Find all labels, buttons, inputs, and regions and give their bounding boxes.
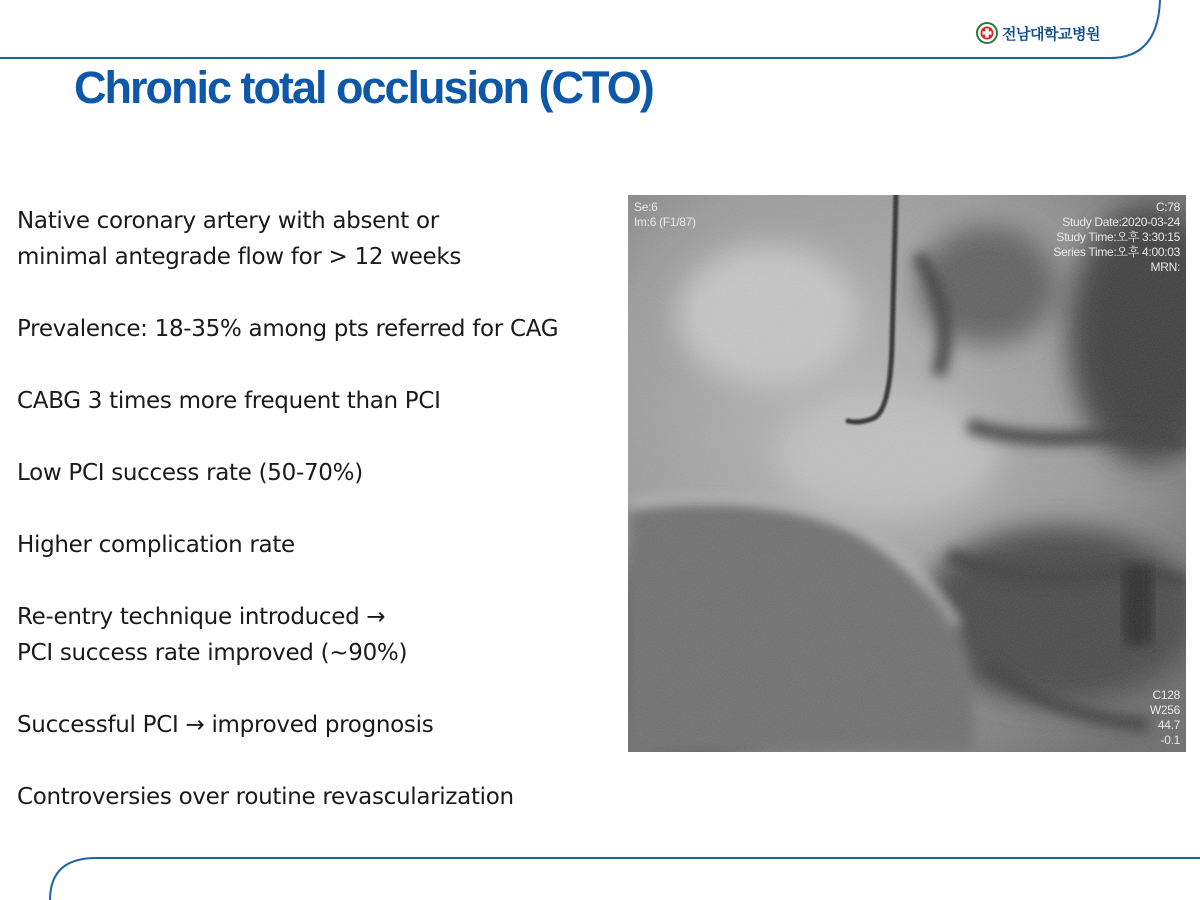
bullet-text: Low PCI success rate (50-70%) xyxy=(17,460,363,486)
bullet-text: Higher complication rate xyxy=(17,532,295,558)
bullet-item xyxy=(17,779,617,815)
bullet-text: minimal antegrade flow for > 12 weeks xyxy=(17,244,462,270)
bullet-item xyxy=(17,203,617,275)
bullet-item xyxy=(17,455,617,491)
overlay-text: Study Time:오후 3:30:15 xyxy=(1056,230,1180,244)
angiogram-xray xyxy=(628,195,1186,752)
dicom-overlay-study xyxy=(1053,200,1180,275)
bullet-text: PCI success rate improved (~90%) xyxy=(17,640,408,666)
hospital-name: 전남대학교병원 xyxy=(1002,24,1100,43)
slide-title: Chronic total occlusion (CTO) xyxy=(74,62,653,113)
bullet-text: Controversies over routine revascularization xyxy=(17,784,514,810)
bullet-list xyxy=(17,203,617,815)
overlay-text: -0.1 xyxy=(1160,733,1180,747)
bullet-text: Successful PCI → improved prognosis xyxy=(17,712,434,738)
overlay-text: Series Time:오후 4:00:03 xyxy=(1053,245,1180,259)
dicom-overlay-series xyxy=(634,200,696,230)
overlay-text: Study Date:2020-03-24 xyxy=(1062,215,1180,229)
hospital-emblem-icon xyxy=(976,22,998,44)
overlay-text: W256 xyxy=(1149,703,1180,717)
bullet-item xyxy=(17,311,617,347)
hospital-logo xyxy=(976,22,1100,44)
bullet-item xyxy=(17,383,617,419)
overlay-text: C:78 xyxy=(1155,200,1180,214)
bullet-text: Prevalence: 18-35% among pts referred for CAG xyxy=(17,316,559,342)
overlay-text: MRN: xyxy=(1150,260,1180,274)
bullet-text: CABG 3 times more frequent than PCI xyxy=(17,388,441,414)
bullet-item xyxy=(17,599,617,671)
overlay-text: 44.7 xyxy=(1157,718,1180,732)
bullet-item xyxy=(17,707,617,743)
dicom-overlay-window xyxy=(1150,688,1180,748)
bullet-text: Re-entry technique introduced → xyxy=(17,604,386,630)
angiogram-image xyxy=(628,195,1186,752)
overlay-text: C128 xyxy=(1152,688,1180,702)
bullet-item xyxy=(17,527,617,563)
overlay-text: Se:6 xyxy=(634,200,658,214)
overlay-text: Im:6 (F1/87) xyxy=(634,215,696,229)
bullet-text: Native coronary artery with absent or xyxy=(17,208,439,234)
